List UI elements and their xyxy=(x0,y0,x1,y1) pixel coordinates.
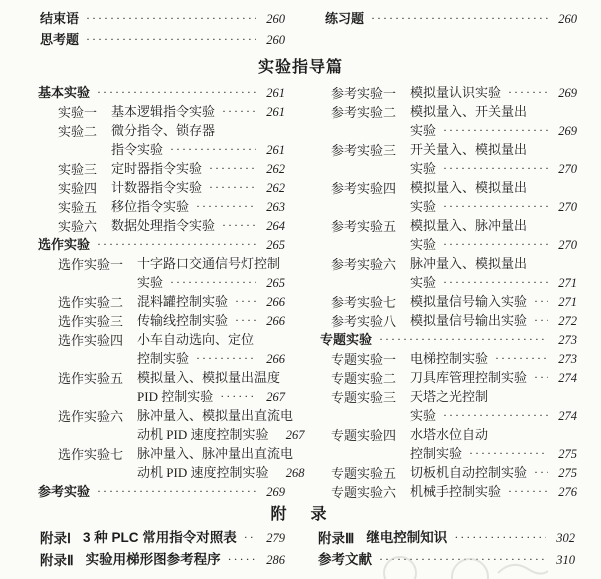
entry-lines xyxy=(137,444,305,482)
entry-label: 选作实验五 xyxy=(58,371,124,386)
page-number: 265 xyxy=(266,238,285,252)
leader-dots xyxy=(86,8,256,29)
entry-title: 脉冲量入、模拟量出 xyxy=(410,256,528,271)
leader-dots xyxy=(209,178,256,197)
leader-dots xyxy=(222,216,256,235)
page-number: 270 xyxy=(558,162,577,176)
entry-label: 参考实验六 xyxy=(331,257,397,272)
entry-lines xyxy=(137,330,285,368)
page-number: 261 xyxy=(266,143,285,157)
entry-line xyxy=(137,254,285,273)
entry-title: 模拟量信号输入实验 xyxy=(410,294,528,309)
entry-lines xyxy=(410,254,577,292)
entry-line xyxy=(410,444,577,463)
toc-entry xyxy=(320,425,577,463)
leader-dots xyxy=(534,311,548,330)
toc-entry xyxy=(38,216,285,235)
entry-title: 继电控制知识 xyxy=(366,530,448,545)
page-number: 267 xyxy=(266,390,285,404)
entry-line xyxy=(410,121,577,140)
entry-label: 附录Ⅰ xyxy=(40,531,71,546)
leader-dots xyxy=(443,273,548,292)
toc-entry xyxy=(318,549,575,571)
entry-line xyxy=(410,425,577,444)
toc-entry xyxy=(320,330,577,349)
toc-entry xyxy=(40,549,285,571)
entry-label: 附录Ⅲ xyxy=(318,531,355,546)
page-number: 273 xyxy=(558,352,577,366)
leader-dots xyxy=(220,387,256,406)
leader-dots xyxy=(371,8,548,29)
entry-title: 移位指令实验 xyxy=(111,199,190,214)
entry-line xyxy=(111,121,285,140)
entry-line xyxy=(137,463,305,482)
page-number: 270 xyxy=(558,238,577,252)
entry-label: 参考实验八 xyxy=(331,314,397,329)
toc-entry xyxy=(38,197,285,216)
page-number: 273 xyxy=(558,333,577,347)
entry-label: 参考实验一 xyxy=(331,86,397,101)
entry-label: 专题实验四 xyxy=(331,428,397,443)
entry-lines xyxy=(366,527,575,549)
entry-line xyxy=(318,549,575,571)
toc-entry xyxy=(320,102,577,140)
entry-line xyxy=(137,425,305,444)
toc-entry xyxy=(38,235,285,254)
leader-dots xyxy=(534,463,548,482)
leader-dots xyxy=(443,197,548,216)
appendix-body xyxy=(40,527,575,571)
entry-line xyxy=(137,292,285,311)
entry-lines xyxy=(325,8,577,29)
entry-title: 练习题 xyxy=(325,11,365,26)
leader-dots xyxy=(244,526,256,548)
entry-lines xyxy=(111,102,285,121)
page-number: 286 xyxy=(266,553,285,567)
leader-dots xyxy=(222,102,256,121)
entry-lines xyxy=(111,197,285,216)
entry-title: 3 种 PLC 常用指令对照表 xyxy=(82,530,237,545)
leader-dots xyxy=(379,330,548,349)
page-number: 261 xyxy=(266,86,285,100)
entry-line xyxy=(38,83,285,102)
entry-title: 实验 xyxy=(410,161,437,176)
entry-line xyxy=(410,368,577,387)
entry-line xyxy=(410,140,577,159)
entry-lines xyxy=(137,406,305,444)
toc-entry xyxy=(38,368,285,406)
leader-dots xyxy=(508,482,548,501)
entry-title: 微分指令、锁存器 xyxy=(111,123,216,138)
entry-label: 参考实验四 xyxy=(331,181,397,196)
entry-line xyxy=(111,216,285,235)
leader-dots xyxy=(170,273,256,292)
entry-line xyxy=(320,330,577,349)
page-number: 263 xyxy=(266,200,285,214)
toc-entry xyxy=(38,254,285,292)
leader-dots xyxy=(454,526,546,548)
leader-dots xyxy=(235,311,256,330)
entry-line xyxy=(325,8,577,29)
toc-entry xyxy=(38,444,305,482)
entry-title: 计数器指令实验 xyxy=(111,180,203,195)
leader-dots xyxy=(443,406,548,425)
entry-lines xyxy=(410,463,577,482)
entry-title: 定时器指令实验 xyxy=(111,161,203,176)
entry-label: 专题实验六 xyxy=(331,485,397,500)
entry-title: 实验 xyxy=(410,237,437,252)
entry-title: 指令实验 xyxy=(111,142,164,157)
toc-entry xyxy=(38,178,285,197)
entry-line xyxy=(410,197,577,216)
entry-title: 机械手控制实验 xyxy=(410,484,502,499)
page-number: 275 xyxy=(558,466,577,480)
leader-dots xyxy=(97,482,256,501)
entry-line xyxy=(38,235,285,254)
leader-dots xyxy=(196,197,256,216)
entry-line xyxy=(410,159,577,178)
entry-line xyxy=(410,406,577,425)
toc-left-column xyxy=(38,83,305,501)
entry-title: 实验 xyxy=(410,408,437,423)
entry-lines xyxy=(40,29,285,50)
leader-dots xyxy=(235,292,256,311)
entry-title: 基本实验 xyxy=(38,85,91,100)
toc-entry xyxy=(320,311,577,330)
toc-entry xyxy=(40,8,285,29)
leader-dots xyxy=(170,140,256,159)
page-number: 262 xyxy=(266,181,285,195)
entry-title: 切板机自动控制实验 xyxy=(410,465,528,480)
entry-title: 模拟量入、模拟量出 xyxy=(410,180,528,195)
entry-line xyxy=(137,349,285,368)
entry-label: 参考实验五 xyxy=(331,219,397,234)
entry-label: 专题实验五 xyxy=(331,466,397,481)
entry-lines xyxy=(137,292,285,311)
entry-title: 小车自动选向、定位 xyxy=(137,332,255,347)
entry-lines xyxy=(318,549,575,571)
toc-entry xyxy=(38,482,285,501)
page-number: 275 xyxy=(558,447,577,461)
entry-lines xyxy=(320,330,577,349)
entry-title: 参考实验 xyxy=(38,484,91,499)
entry-title: 十字路口交通信号灯控制 xyxy=(137,256,281,271)
entry-label: 选作实验七 xyxy=(58,447,124,462)
entry-line xyxy=(38,482,285,501)
entry-lines xyxy=(410,387,577,425)
entry-lines xyxy=(410,349,577,368)
leader-dots xyxy=(508,83,548,102)
entry-title: 选作实验 xyxy=(38,237,91,252)
leader-dots xyxy=(443,235,548,254)
entry-title: 实验 xyxy=(410,275,437,290)
entry-line xyxy=(86,549,285,571)
entry-lines xyxy=(410,292,577,311)
entry-title: PID 控制实验 xyxy=(137,389,214,404)
page-number: 260 xyxy=(558,12,577,26)
page-number: 271 xyxy=(558,276,577,290)
entry-lines xyxy=(111,121,285,159)
page-number: 272 xyxy=(558,314,577,328)
entry-lines xyxy=(38,235,285,254)
toc-entry xyxy=(40,29,285,50)
entry-line xyxy=(410,482,577,501)
entry-line xyxy=(410,102,577,121)
entry-line xyxy=(137,444,294,463)
entry-line xyxy=(410,311,577,330)
entry-lines xyxy=(137,311,285,330)
leader-dots xyxy=(196,349,256,368)
entry-title: 控制实验 xyxy=(410,446,463,461)
entry-label: 实验五 xyxy=(58,200,98,215)
page-number: 264 xyxy=(266,219,285,233)
leader-dots xyxy=(209,159,256,178)
toc-entry xyxy=(38,406,305,444)
entry-label: 实验四 xyxy=(58,181,98,196)
toc-entry xyxy=(320,83,577,102)
entry-lines xyxy=(410,368,577,387)
toc-entry xyxy=(320,349,577,368)
page-number: 271 xyxy=(558,295,577,309)
page-number: 270 xyxy=(558,200,577,214)
entry-line xyxy=(410,235,577,254)
entry-lines xyxy=(410,425,577,463)
entry-line xyxy=(410,273,577,292)
page-number: 260 xyxy=(266,12,285,26)
entry-title: 模拟量入、模拟量出温度 xyxy=(137,370,281,385)
entry-label: 专题实验一 xyxy=(331,352,397,367)
entry-line xyxy=(111,159,285,178)
entry-lines xyxy=(38,482,285,501)
entry-title: 实验 xyxy=(410,123,437,138)
toc-entry xyxy=(320,178,577,216)
leader-dots xyxy=(495,349,548,368)
entry-line xyxy=(410,292,577,311)
entry-line xyxy=(410,387,577,406)
toc-entry xyxy=(320,368,577,387)
toc-right-column xyxy=(320,83,577,501)
page-number: 276 xyxy=(558,485,577,499)
entry-label: 专题实验三 xyxy=(331,390,397,405)
leader-dots xyxy=(379,548,546,570)
page-number: 310 xyxy=(556,553,575,567)
entry-lines xyxy=(137,368,285,406)
entry-line xyxy=(83,527,285,549)
entry-line xyxy=(410,83,577,102)
entry-label: 选作实验六 xyxy=(58,409,124,424)
leader-dots xyxy=(443,121,548,140)
entry-title: 结束语 xyxy=(40,11,80,26)
entry-title: 模拟量入、脉冲量出 xyxy=(410,218,528,233)
entry-lines xyxy=(137,254,285,292)
toc-entry xyxy=(38,102,285,121)
entry-title: 数据处理指令实验 xyxy=(111,218,216,233)
entry-line xyxy=(410,178,577,197)
entry-title: 控制实验 xyxy=(137,351,190,366)
entry-lines xyxy=(410,311,577,330)
entry-line xyxy=(40,29,285,50)
leader-dots xyxy=(534,292,548,311)
entry-title: 实验 xyxy=(137,275,164,290)
entry-lines xyxy=(83,527,285,549)
leader-dots xyxy=(228,548,256,570)
page-number: 261 xyxy=(266,105,285,119)
entry-line xyxy=(111,102,285,121)
appendix-right-column xyxy=(318,527,575,571)
entry-title: 模拟量入、开关量出 xyxy=(410,104,528,119)
entry-title: 水塔水位自动 xyxy=(410,427,489,442)
page-number: 267 xyxy=(285,428,305,442)
entry-label: 实验六 xyxy=(58,219,98,234)
entry-title: 动机 PID 速度控制实验 xyxy=(137,465,269,480)
entry-line xyxy=(137,311,285,330)
entry-line xyxy=(410,254,577,273)
page-number: 260 xyxy=(266,33,285,47)
entry-label: 参考实验七 xyxy=(331,295,397,310)
page-number: 279 xyxy=(266,531,285,545)
entry-title: 电梯控制实验 xyxy=(410,351,489,366)
entry-title: 开关量入、模拟量出 xyxy=(410,142,528,157)
entry-label: 选作实验三 xyxy=(58,314,124,329)
entry-title: 天塔之光控制 xyxy=(410,389,489,404)
entry-lines xyxy=(40,8,285,29)
entry-line xyxy=(410,463,577,482)
entry-title: 专题实验 xyxy=(320,332,373,347)
toc-entry xyxy=(320,140,577,178)
toc-entry xyxy=(38,311,285,330)
entry-title: 脉冲量入、脉冲量出直流电 xyxy=(137,446,294,461)
toc-entry xyxy=(38,83,285,102)
toc-entry xyxy=(40,527,285,549)
entry-title: 刀具库管理控制实验 xyxy=(410,370,528,385)
toc-entry xyxy=(320,292,577,311)
entry-lines xyxy=(410,83,577,102)
entry-line xyxy=(137,387,285,406)
page-number: 266 xyxy=(266,314,285,328)
page-number: 262 xyxy=(266,162,285,176)
section-heading-experiment-guide: 实验指导篇 xyxy=(257,59,343,76)
entry-line xyxy=(410,216,577,235)
toc-entry xyxy=(38,159,285,178)
toc-top-right-column xyxy=(325,8,577,29)
entry-title: 混料罐控制实验 xyxy=(137,294,229,309)
toc-entry xyxy=(38,330,285,368)
entry-line xyxy=(137,406,294,425)
entry-line xyxy=(366,527,575,549)
page-number: 269 xyxy=(558,124,577,138)
toc-body xyxy=(38,83,577,501)
entry-title: 模拟量认识实验 xyxy=(410,85,502,100)
entry-title: 基本逻辑指令实验 xyxy=(111,104,216,119)
entry-label: 实验三 xyxy=(58,162,98,177)
page-number: 302 xyxy=(556,531,575,545)
section-heading-appendix: 附 录 xyxy=(270,506,331,523)
entry-lines xyxy=(410,482,577,501)
page-number: 269 xyxy=(558,86,577,100)
toc-entry xyxy=(320,216,577,254)
entry-lines xyxy=(111,178,285,197)
entry-line xyxy=(111,140,285,159)
entry-title: 思考题 xyxy=(40,32,80,47)
toc-entry xyxy=(318,527,575,549)
entry-label: 专题实验二 xyxy=(331,371,397,386)
toc-top-left-column xyxy=(40,8,285,50)
page-number: 265 xyxy=(266,276,285,290)
entry-lines xyxy=(86,549,285,571)
entry-lines xyxy=(38,83,285,102)
entry-title: 传输线控制实验 xyxy=(137,313,229,328)
entry-lines xyxy=(410,216,577,254)
entry-title: 脉冲量入、模拟量出直流电 xyxy=(137,408,294,423)
leader-dots xyxy=(97,235,256,254)
entry-title: 实验用梯形图参考程序 xyxy=(85,552,221,567)
entry-line xyxy=(111,197,285,216)
entry-title: 动机 PID 速度控制实验 xyxy=(137,427,269,442)
page-number: 274 xyxy=(558,409,577,423)
entry-lines xyxy=(111,216,285,235)
entry-title: 参考文献 xyxy=(318,552,372,567)
leader-dots xyxy=(86,29,256,50)
toc-entry xyxy=(38,292,285,311)
toc-entry xyxy=(320,254,577,292)
page-number: 268 xyxy=(285,466,305,480)
entry-lines xyxy=(111,159,285,178)
toc-entry xyxy=(325,8,577,29)
entry-title: 实验 xyxy=(410,199,437,214)
entry-label: 参考实验二 xyxy=(331,105,397,120)
entry-label: 选作实验二 xyxy=(58,295,124,310)
entry-label: 选作实验一 xyxy=(58,257,124,272)
entry-line xyxy=(410,349,577,368)
page-number: 274 xyxy=(558,371,577,385)
leader-dots xyxy=(469,444,548,463)
entry-title: 模拟量信号输出实验 xyxy=(410,313,528,328)
entry-lines xyxy=(410,102,577,140)
entry-label: 选作实验四 xyxy=(58,333,124,348)
entry-line xyxy=(137,330,285,349)
toc-entry xyxy=(320,463,577,482)
leader-dots xyxy=(443,159,548,178)
toc-entry xyxy=(320,387,577,425)
entry-lines xyxy=(410,178,577,216)
appendix-left-column xyxy=(40,527,285,571)
entry-label: 实验二 xyxy=(58,124,98,139)
leader-dots xyxy=(534,368,548,387)
page-number: 269 xyxy=(266,485,285,499)
entry-line xyxy=(111,178,285,197)
entry-line xyxy=(137,273,285,292)
entry-lines xyxy=(410,140,577,178)
entry-line xyxy=(137,368,285,387)
toc-entry xyxy=(320,482,577,501)
leader-dots xyxy=(97,83,256,102)
toc-entry xyxy=(38,121,285,159)
entry-label: 实验一 xyxy=(58,105,98,120)
entry-line xyxy=(40,8,285,29)
page-number: 266 xyxy=(266,352,285,366)
entry-label: 参考实验三 xyxy=(331,143,397,158)
page-number: 266 xyxy=(266,295,285,309)
entry-label: 附录Ⅱ xyxy=(40,553,74,568)
